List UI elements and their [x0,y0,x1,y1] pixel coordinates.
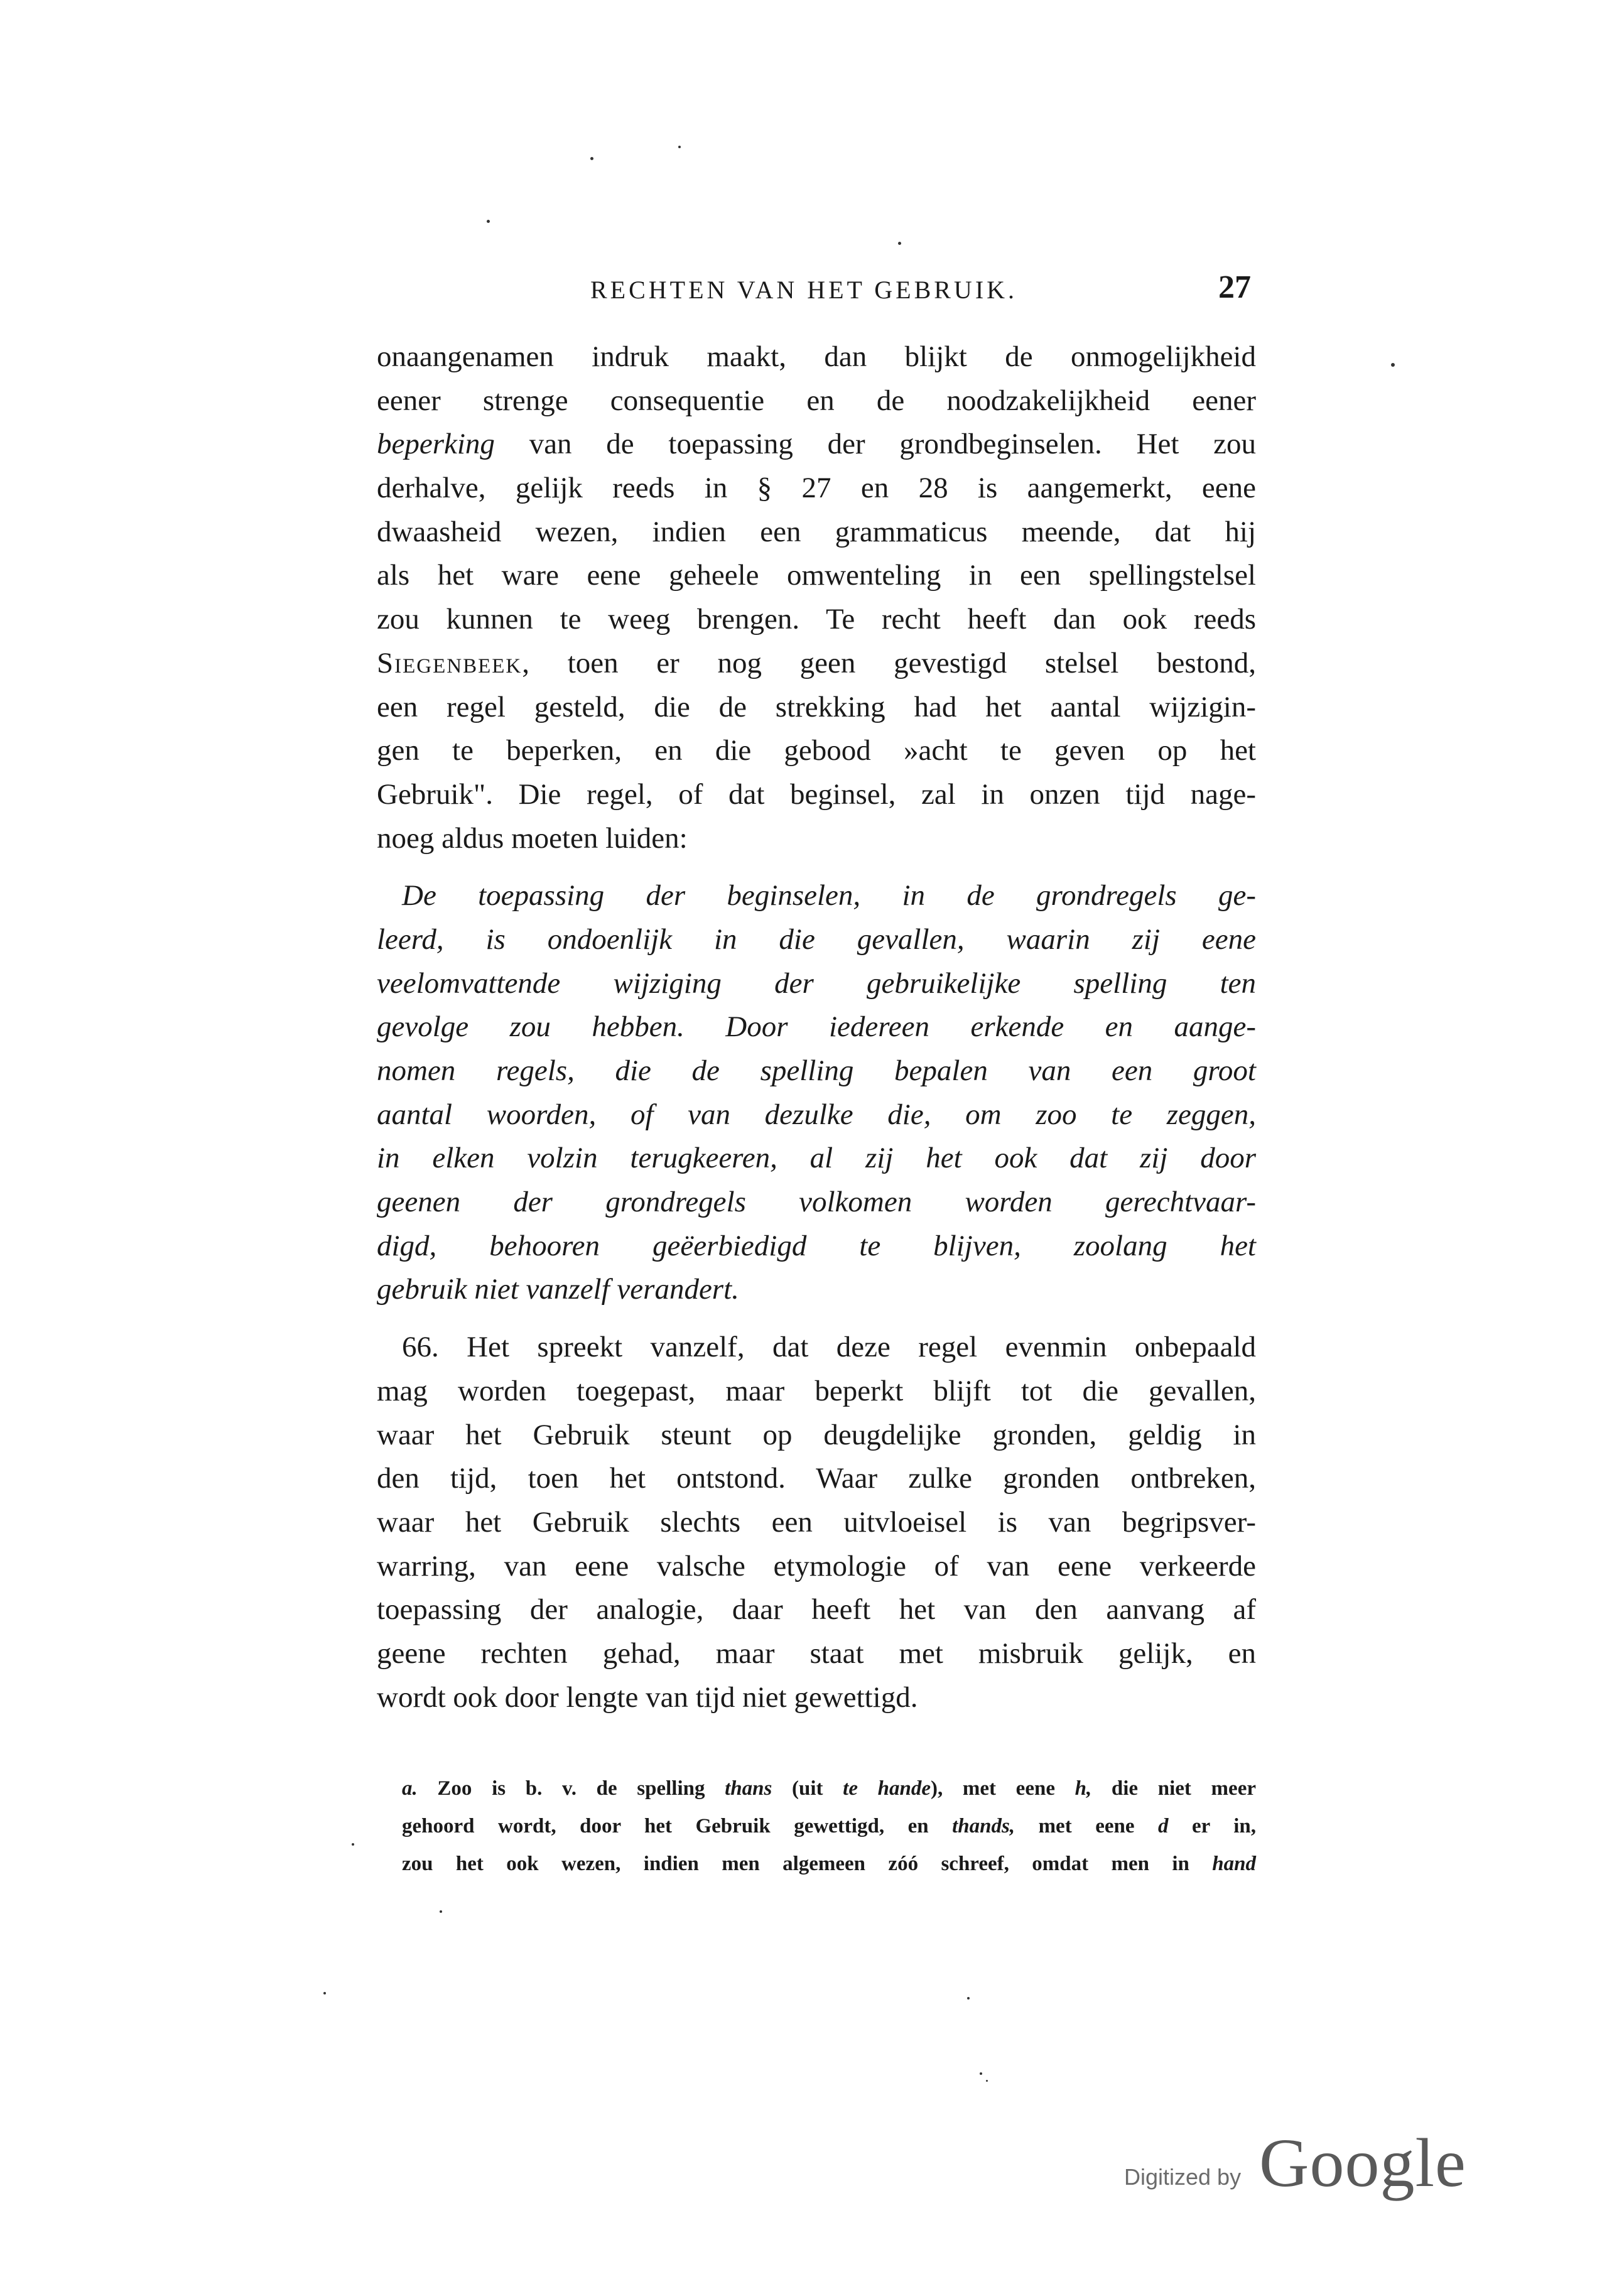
text-line: 66. Het spreekt vanzelf, dat deze regel evenmin onbepaald [402,1331,1256,1364]
body-text [377,335,1256,1719]
text-line: toepassing der analogie, daar heeft het van den aanvang af [377,1593,1256,1626]
rule-line: De toepassing der beginselen, in de grondregels ge- [402,879,1256,912]
rule-line: gebruik niet vanzelf verandert. [377,1273,739,1306]
rule-line: gevolge zou hebben. Door iedereen erkende en aange- [377,1010,1256,1044]
text-run: , toen er nog geen gevestigd stelsel bestond, [522,646,1256,679]
text-line: waar het Gebruik steunt op deugdelijke gronden, geldig in [377,1418,1256,1451]
rule-line: geenen der grondregels volkomen worden gerechtvaar- [377,1186,1256,1219]
rule-line: nomen regels, die de spelling bepalen van een groot [377,1054,1256,1087]
scan-speck [986,2080,988,2082]
running-head [377,269,1256,319]
scan-speck [323,1992,326,1994]
page-number: 27 [1218,269,1251,305]
text-line [377,423,1256,467]
text-line: derhalve, gelijk reeds in § 27 en 28 is aangemerkt, eene [377,472,1256,505]
scan-speck [352,1843,354,1846]
text-line: wordt ook door lengte van tijd niet gewettigd. [377,1680,918,1714]
text-line [377,642,1256,686]
text-line: waar het Gebruik slechts een uitvloeisel is van begripsver- [377,1505,1256,1539]
text-line: den tijd, toen het ontstond. Waar zulke gronden ontbreken, [377,1462,1256,1495]
scan-speck [898,242,901,245]
author-name: Siegenbeek [377,646,522,679]
text-line: dwaasheid wezen, indien een grammaticus meende, dat hij [377,515,1256,548]
digitized-by-google-watermark [1124,2116,1476,2201]
text-line: eener strenge consequentie en de noodzakelijkheid eener [377,384,1256,417]
text-line: warring, van eene valsche etymologie of van eene verkeerde [377,1549,1256,1583]
text-line: noeg aldus moeten luiden: [377,821,688,855]
footnote-line: a. Zoo is b. v. de spelling thans (uit te hande), met eene h, die niet meer [402,1777,1256,1800]
scan-speck [980,2072,982,2075]
google-logo: Google [1259,2124,1466,2201]
text-run: van de toepassing der grondbeginselen. Het zou [494,428,1256,461]
text-line: een regel gesteld, die de strekking had het aantal wijzigin- [377,690,1256,723]
emphasis: beperking [377,428,495,461]
rule-line: veelomvattende wijziging der gebruikelijke spelling ten [377,966,1256,1000]
scan-speck [590,157,593,160]
footnote-line: gehoord wordt, door het Gebruik gewettigd, en thands, met eene d er in, [402,1815,1257,1837]
text-line: gen te beperken, en die gebood »acht te geven op het [377,734,1256,767]
footnote [402,1770,1256,1883]
digitized-by-label: Digitized by [1124,2164,1242,2190]
footnote-line: zou het ook wezen, indien men algemeen zóó schreef, omdat men in hand [402,1853,1256,1875]
scan-speck [1391,363,1395,367]
scan-speck [487,220,490,223]
scan-speck [678,146,681,148]
rule-line: in elken volzin terugkeeren, al zij het ook dat zij door [377,1142,1256,1175]
text-line: onaangenamen indruk maakt, dan blijkt de onmogelijkheid [377,340,1256,373]
text-line: zou kunnen te weeg brengen. Te recht heeft dan ook reeds [377,603,1256,636]
text-line: als het ware eene geheele omwenteling in een spellingstelsel [377,559,1256,592]
text-line: geene rechten gehad, maar staat met misbruik gelijk, en [377,1637,1256,1670]
scan-speck [967,1997,970,1999]
text-line: mag worden toegepast, maar beperkt blijft tot die gevallen, [377,1374,1256,1407]
text-line: Gebruik". Die regel, of dat beginsel, zal in onzen tijd nage- [377,777,1256,811]
running-title: RECHTEN VAN HET GEBRUIK. [590,276,1018,304]
rule-line: aantal woorden, of van dezulke die, om zoo te zeggen, [377,1098,1256,1131]
rule-line: digd, behooren geëerbiedigd te blijven, zoolang het [377,1229,1256,1262]
rule-line: leerd, is ondoenlijk in die gevallen, waarin zij eene [377,923,1256,956]
scan-speck [440,1910,442,1913]
